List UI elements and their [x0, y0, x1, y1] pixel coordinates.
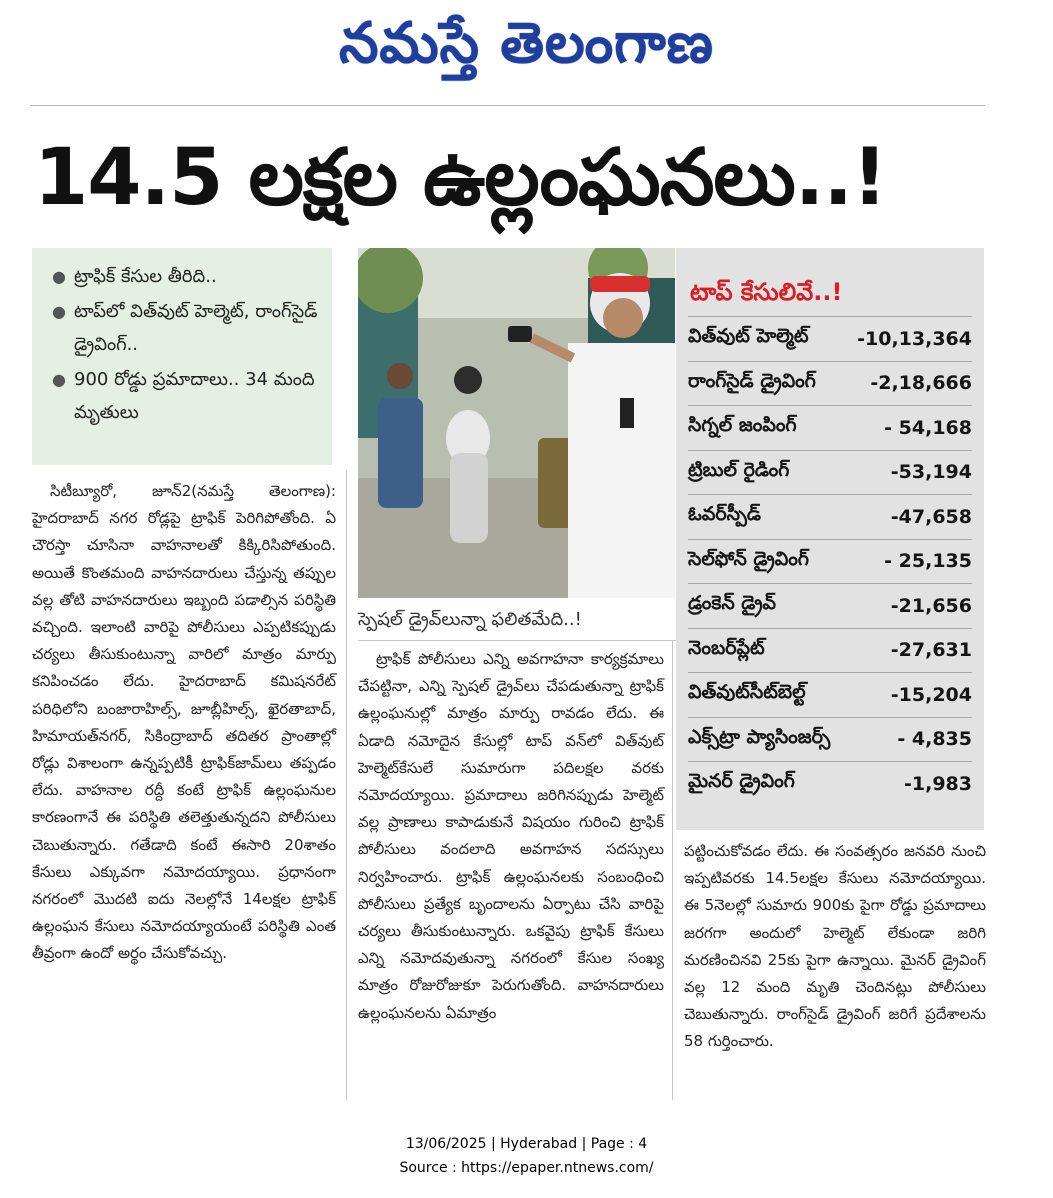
article-column-2 — [358, 646, 664, 1027]
case-value: -10,13,364 — [857, 327, 972, 350]
news-photo — [358, 248, 675, 598]
case-label: విత్‌వుట్‌సీట్‌బెల్ట్ — [688, 681, 806, 704]
highlight-text: ట్రాఫిక్ కేసుల తీరిది.. — [74, 266, 217, 287]
article-column-1 — [32, 478, 336, 968]
top-cases-row — [688, 717, 972, 762]
case-label: నెంబర్‌ప్లేట్ — [688, 636, 765, 659]
footer-source-link[interactable]: Source : https://epaper.ntnews.com/ — [399, 1160, 654, 1176]
column-divider — [672, 640, 673, 1100]
highlight-text: 900 రోడ్డు ప్రమాదాలు.. 34 మంది మృతులు — [74, 369, 315, 423]
highlight-item — [52, 363, 322, 429]
footer-date-line: 13/06/2025 | Hyderabad | Page : 4 — [405, 1136, 648, 1152]
column-divider — [346, 470, 347, 1100]
case-value: - 4,835 — [897, 728, 972, 751]
case-value: -2,18,666 — [870, 372, 972, 395]
top-cases-title: టాప్ కేసులివే..! — [690, 278, 843, 306]
article-paragraph: సిటీబ్యూరో, జూన్2(నమస్తే తెలంగాణ): హైదరాబాద్ నగర రోడ్లపై ట్రాఫిక్ పెరిగిపోతోంది. ఏ చౌరస్తా చూసినా వాహనాలతో కిక్కిరిసిపోతుంది. అయితే కొంతమంది వాహనదారులు చేస్తున్న తప్పుల వల్ల తోటి వాహనదారులు ఇబ్బంది పడాల్సిన పరిస్థితి వచ్చింది. ఇలాంటి వారిపై పోలీసులు ఎప్పటికప్పుడు చర్యలు తీసుకుంటున్నా వారిలో మాత్రం మార్పు కనిపించడం లేదు. హైదరాబాద్ కమిషనరేట్ పరిధిలోని బంజారాహిల్స్, జూబ్లీహిల్స్, ఖైరతాబాద్, హిమాయత్‌నగర్, సికింద్రాబాద్ తదితర ప్రాంతాల్లో రోడ్లు విశాలంగా ఉన్నప్పటికీ ట్రాఫిక్‌జామ్‌లు తప్పడం లేదు. వాహనాల రద్దీ కంటే ట్రాఫిక్ ఉల్లంఘనుల కారణంగానే ఈ పరిస్థితి తలెత్తుతున్నదని పోలీసులు చెబుతున్నారు. గతేడాది కంటే ఈసారి 20శాతం కేసులు ఎక్కువగా నమోదయ్యాయి. ప్రధానంగా నగరంలో మొదటి ఐదు నెలల్లోనే 14లక్షల ట్రాఫిక్ ఉల్లంఘన కేసులు నమోదయ్యాయంటే పరిస్థితి ఎంత తీవ్రంగా ఉందో అర్థం చేసుకోవచ్చు. — [32, 482, 336, 963]
highlight-item — [52, 260, 322, 293]
top-cases-box — [676, 248, 984, 830]
bullet-icon: ● — [52, 370, 66, 389]
case-label: విత్‌వుట్ హెల్మెట్ — [688, 325, 809, 348]
top-cases-row — [688, 450, 972, 495]
headline: 14.5 లక్షల ఉల్లంఘనలు..! — [34, 133, 887, 223]
bullet-icon: ● — [52, 267, 66, 286]
photo-caption: స్పెషల్ డ్రైవ్‌లున్నా ఫలితమేది..! — [358, 600, 676, 641]
article-paragraph: ట్రాఫిక్ పోలీసులు ఎన్ని అవగాహనా కార్యక్రమాలు చేపట్టినా, ఎన్ని స్పెషల్ డ్రైవ్‌లు చేపడుతున్నా ట్రాఫిక్ ఉల్లంఘనుల్లో మాత్రం మార్పు రావడం లేదు. ఈ ఏడాది నమోదైన కేసుల్లో టాప్ వన్‌లో విత్‌వుట్ హెల్మెట్‌కేసులే సుమారుగా పదిలక్షల వరకు నమోదయ్యాయి. ప్రమాదాలు జరిగినప్పుడు హెల్మెట్ వల్ల ప్రాణాలు కాపాడుకునే విషయం గురించి ట్రాఫిక్ పోలీసులు వందలాది అవగాహన సదస్సులు నిర్వహించారు. ట్రాఫిక్ ఉల్లంఘనలకు సంబంధించి పోలీసులు ప్రత్యేక బృందాలను ఏర్పాటు చేసి వారిపై చర్యలు తీసుకుంటున్నారు. ఒకవైపు ట్రాఫిక్ కేసులు ఎన్ని నమోదవుతున్నా నగరంలో కేసుల సంఖ్య మాత్రం రోజురోజుకూ పెరుగుతోంది. వాహనదారులు ఉల్లంఘనలను ఏమాత్రం — [358, 650, 664, 1022]
top-cases-row — [688, 539, 972, 584]
masthead-rule — [30, 105, 985, 106]
case-label: మైనర్ డ్రైవింగ్ — [688, 770, 795, 793]
case-label: డ్రంకెన్ డ్రైవ్ — [688, 592, 777, 615]
top-cases-row — [688, 672, 972, 717]
case-value: -53,194 — [890, 461, 972, 484]
case-value: - 25,135 — [884, 550, 972, 573]
highlight-item — [52, 295, 322, 361]
top-cases-row — [688, 316, 972, 361]
case-value: -21,656 — [890, 594, 972, 617]
masthead-logo: నమస్తే తెలంగాణ — [339, 11, 714, 76]
case-label: సెల్‌ఫోన్ డ్రైవింగ్ — [688, 547, 809, 570]
case-value: -27,631 — [890, 639, 972, 662]
case-value: -1,983 — [904, 772, 972, 795]
case-label: ఎక్స్‌ట్రా ప్యాసింజర్స్ — [688, 725, 831, 748]
highlights-box — [32, 248, 332, 465]
article-column-3 — [684, 838, 986, 1056]
case-value: - 54,168 — [884, 416, 972, 439]
case-value: -15,204 — [890, 683, 972, 706]
top-cases-row — [688, 628, 972, 673]
top-cases-row — [688, 583, 972, 628]
case-label: రాంగ్‌సైడ్ డ్రైవింగ్ — [688, 369, 816, 392]
traffic-police-photo — [358, 248, 675, 598]
bullet-icon: ● — [52, 302, 66, 321]
top-cases-row — [688, 761, 972, 806]
top-cases-row — [688, 494, 972, 539]
article-paragraph: పట్టించుకోవడం లేదు. ఈ సంవత్సరం జనవరి నుంచి ఇప్పటివరకు 14.5లక్షల కేసులు నమోదయ్యాయి. ఈ 5నెలల్లో సుమారు 900కు పైగా రోడ్డు ప్రమాదాలు జరగగా అందులో హెల్మెట్ లేకుండా జరిగి మరణించినవి 25కు పైగా ఉన్నాయి. మైనర్ డ్రైవింగ్ వల్ల 12 మంది మృతి చెందినట్లు పోలీసులు చెబుతున్నారు. రాంగ్‌సైడ్ డ్రైవింగ్ జరిగే ప్రదేశాలను 58 గుర్తించారు. — [684, 842, 986, 1051]
case-label: సిగ్నల్ జంపింగ్ — [688, 414, 797, 437]
highlight-text: టాప్‌లో విత్‌వుట్ హెల్మెట్, రాంగ్‌సైడ్ డ్రైవింగ్.. — [74, 301, 318, 355]
case-value: -47,658 — [890, 505, 972, 528]
top-cases-row — [688, 361, 972, 406]
case-label: ఓవర్‌స్పీడ్ — [688, 503, 761, 526]
top-cases-row — [688, 405, 972, 450]
case-label: ట్రిబుల్ రైడింగ్ — [688, 458, 790, 481]
